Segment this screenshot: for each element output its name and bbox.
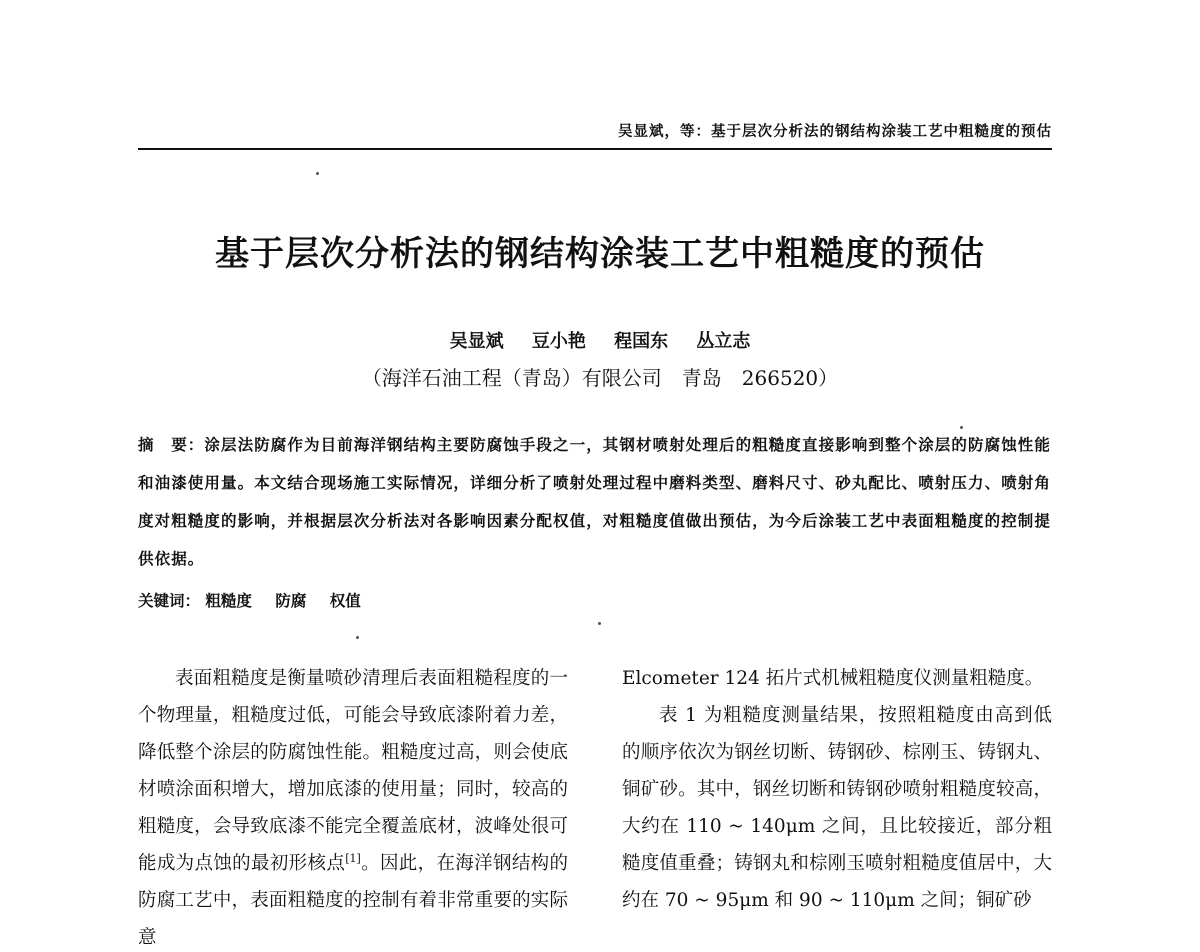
body-paragraph: Elcometer 124 拓片式机械粗糙度仪测量粗糙度。 [622,668,1044,689]
paper-title: 基于层次分析法的钢结构涂装工艺中粗糙度的预估 [215,234,985,274]
author-name: 豆小艳 [531,331,586,352]
keyword: 粗糙度 [205,591,252,610]
keyword: 权值 [329,591,361,610]
body-column-left [138,660,568,952]
scan-speck [316,172,319,175]
body-paragraph [138,660,568,952]
scan-speck [960,426,963,429]
abstract-label: 摘 要： [138,436,205,454]
author-name: 程国东 [614,331,669,352]
running-header: 吴显斌，等：基于层次分析法的钢结构涂装工艺中粗糙度的预估 [618,123,1052,140]
body-paragraph: 表 1 为粗糙度测量结果，按照粗糙度由高到低的顺序依次为钢丝切断、铸钢砂、棕刚玉、铸钢丸、铜矿砂。其中，钢丝切断和铸钢砂喷射粗糙度较高，大约在 110 ~ 140μm 之间，且比较接近，部分粗糙度值重叠；铸钢丸和棕刚玉喷射粗糙度值居中，大约在 70 ~ 95μm 和 90 ~ 110μm 之间；铜矿砂 [622,705,1052,911]
header-rule [138,148,1052,150]
author-name: 吴显斌 [449,331,504,352]
citation-ref: [1] [345,851,361,865]
author-name: 丛立志 [696,331,751,352]
paragraph-text: 。因此，在海洋钢结构的防腐工艺中，表面粗糙度的控制有着非常重要的实际意 [138,853,568,948]
author-list [0,327,1200,353]
abstract-text: 涂层法防腐作为目前海洋钢结构主要防腐蚀手段之一，其钢材喷射处理后的粗糙度直接影响到整个涂层的防腐蚀性能和油漆使用量。本文结合现场施工实际情况，详细分析了喷射处理过程中磨料类型、磨料尺寸、砂丸配比、喷射压力、喷射角度对粗糙度的影响，并根据层次分析法对各影响因素分配权值，对粗糙度值做出预估，为今后涂装工艺中表面粗糙度的控制提供依据。 [138,435,1052,568]
keyword: 防腐 [275,591,307,610]
keywords-label: 关键词： [138,592,201,610]
keywords [138,586,1052,616]
body-column-right [622,660,1052,952]
abstract [138,426,1052,578]
paragraph-text: 表面粗糙度是衡量喷砂清理后表面粗糙程度的一个物理量，粗糙度过低，可能会导致底漆附着力差，降低整个涂层的防腐蚀性能。粗糙度过高，则会使底材喷涂面积增大，增加底漆的使用量；同时，较高的粗糙度，会导致底漆不能完全覆盖底材，波峰处很可能成为点蚀的最初形核点 [138,668,568,874]
affiliation: （海洋石油工程（青岛）有限公司 青岛 266520） [361,366,839,390]
scan-speck [356,636,359,639]
scan-speck [598,622,601,625]
